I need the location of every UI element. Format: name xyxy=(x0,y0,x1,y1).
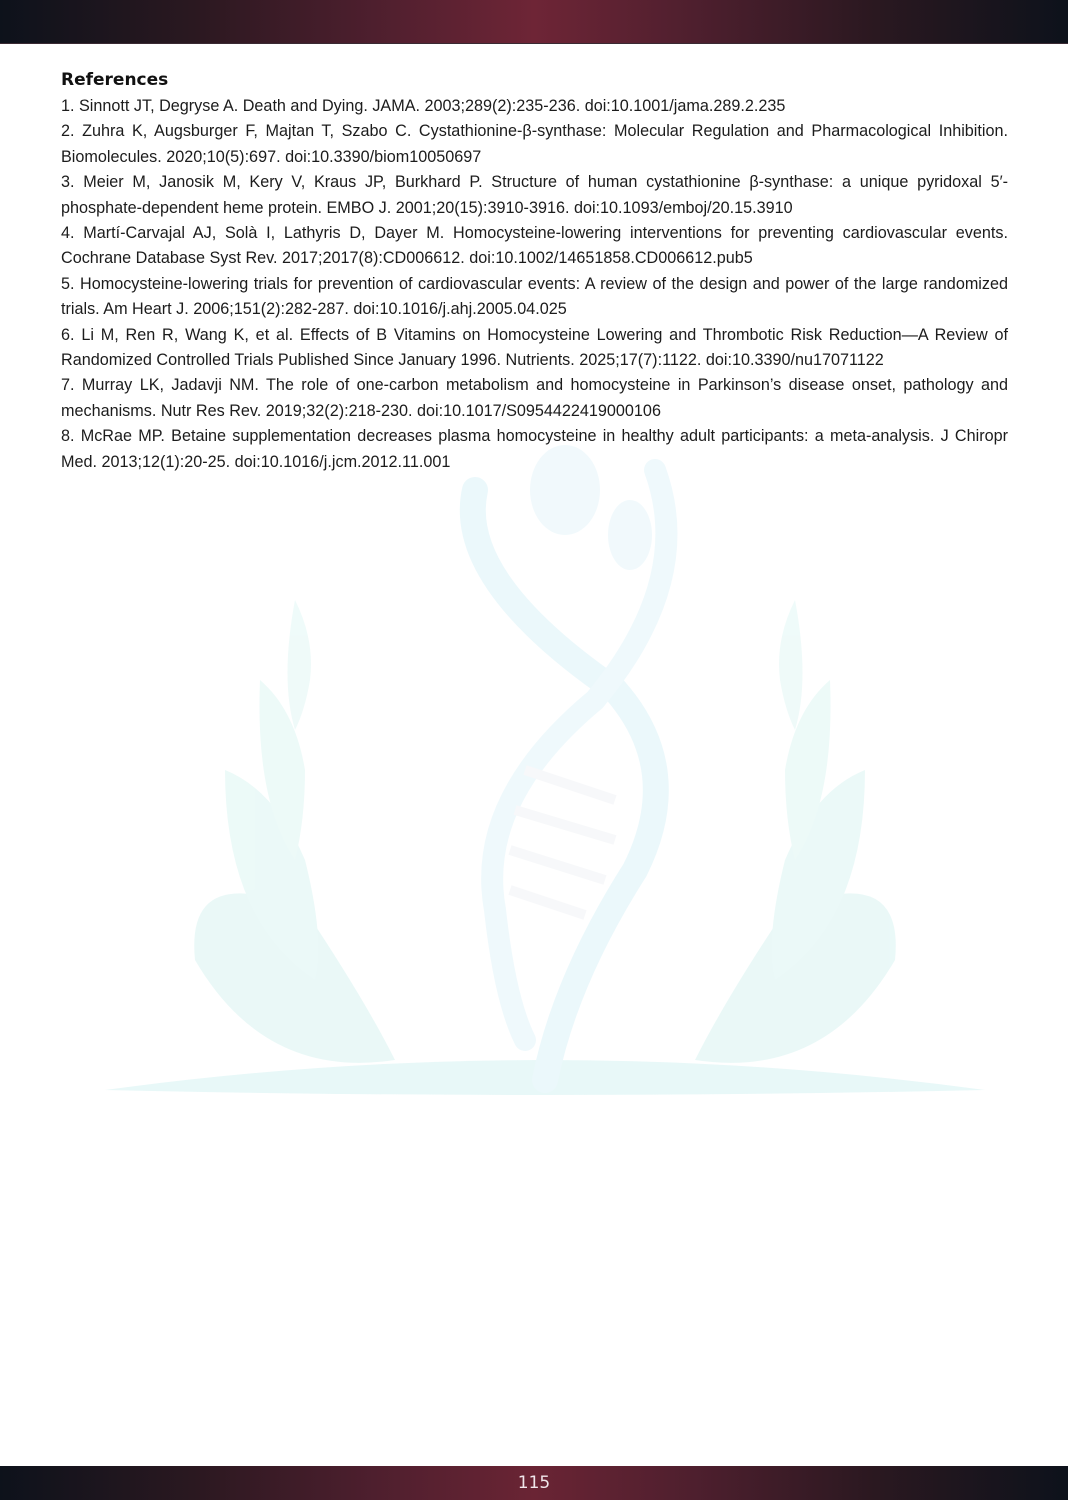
footer-bar xyxy=(0,1466,1068,1500)
reference-item-5: 5. Homocysteine-lowering trials for prevention of cardiovascular events: A review of the design and power of the large randomized trials. Am Heart J. 2006;151(2):282-287. doi:10.1016/j.ahj.2005.04.025 xyxy=(61,274,1008,319)
reference-item-2: 2. Zuhra K, Augsburger F, Majtan T, Szabo C. Cystathionine-β-synthase: Molecular Regulation and Pharmacological Inhibition. Biomolecules. 2020;10(5):697. doi:10.3390/biom10050697 xyxy=(61,122,1008,166)
reference-item-1: 1. Sinnott JT, Degryse A. Death and Dying. JAMA. 2003;289(2):235-236. doi:10.1001/jama.289.2.235 xyxy=(61,97,786,115)
reference-item-3: 3. Meier M, Janosik M, Kery V, Kraus JP, Burkhard P. Structure of human cystathionine β-synthase: a unique pyridoxal 5′-phosphate-dependent heme protein. EMBO J. 2001;20(15):3910-3916. doi:10.1093/emboj/20.15.3910 xyxy=(61,173,1008,217)
page-number: 115 xyxy=(517,1473,551,1493)
references-section xyxy=(61,70,1008,475)
reference-item-8: 8. McRae MP. Betaine supplementation decreases plasma homocysteine in healthy adult participants: a meta-analysis. J Chiropr Med. 2013;12(1):20-25. doi:10.1016/j.jcm.2012.11.001 xyxy=(61,427,1008,471)
header-bar xyxy=(0,0,1068,44)
reference-item-4: 4. Martí-Carvajal AJ, Solà I, Lathyris D, Dayer M. Homocysteine-lowering interventions for preventing cardiovascular events. Cochrane Database Syst Rev. 2017;2017(8):CD006612. doi:10.1002/14651858.CD006612.pub5 xyxy=(61,224,1008,268)
reference-item-7: 7. Murray LK, Jadavji NM. The role of one-carbon metabolism and homocysteine in Parkinson’s disease onset, pathology and mechanisms. Nutr Res Rev. 2019;32(2):218-230. doi:10.1017/S0954422419000106 xyxy=(61,376,1008,420)
dna-laurel-watermark-icon xyxy=(95,440,995,1110)
references-heading: References xyxy=(61,70,169,90)
reference-item-6: 6. Li M, Ren R, Wang K, et al. Effects of B Vitamins on Homocysteine Lowering and Thrombotic Risk Reduction—A Review of Randomized Controlled Trials Published Since January 1996. Nutrients. 2025;17(7):1122. doi:10.3390/nu17071122 xyxy=(61,325,1008,370)
